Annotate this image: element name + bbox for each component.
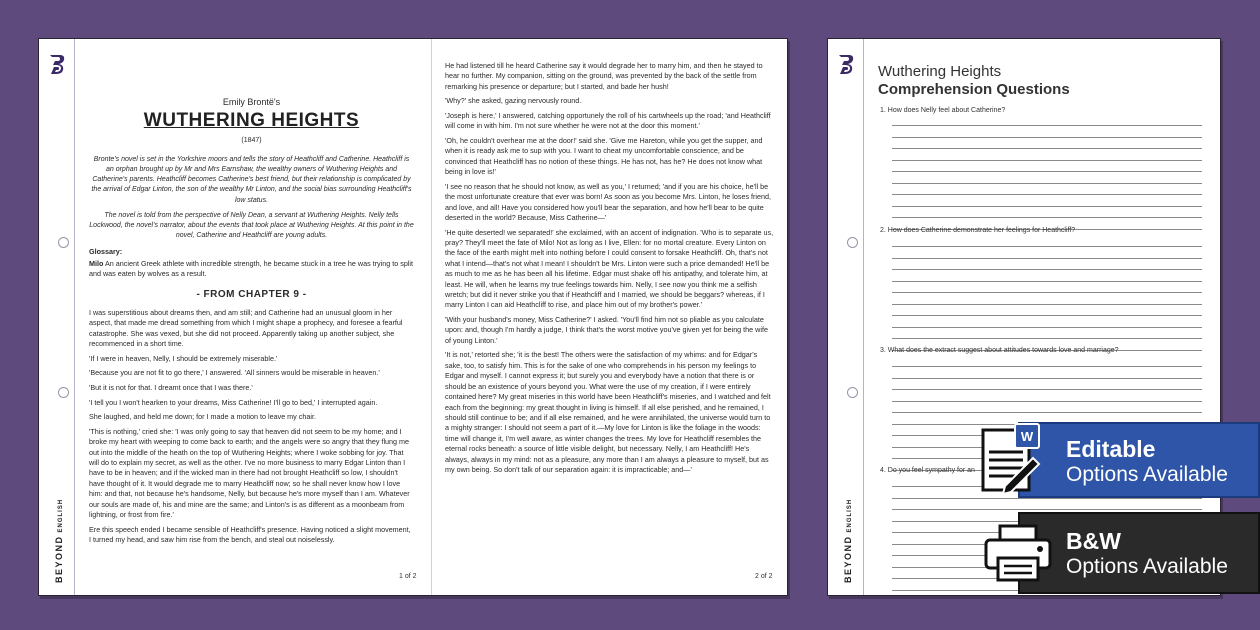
extract-paragraph: 'It is not,' retorted she; 'it is the best! The others were the satisfaction of my whims: and for Edgar's sake, too, to satisfy him. This is for the sake of one who comprehends in his person my feelings to Edgar and myself. I cannot express it; but surely you and everybody have a notion that there is or should be an existence of yours beyond you. What were the use of my creation, if I were entirely contained here? My great miseries in this world have been Heathcliff's miseries, and I watched and felt each from the beginning: my great thought in living is himself. If all else perished, and he remained, I should still continue to be; and if all else remained, and he were annihilated, the universe would turn to a mighty stranger: I should not seem a part of it.—My love for Linton is like the foliage in the woods: time will change it, I'm well aware, as winter changes the trees. My love for Heathcliff resembles the eternal rocks beneath: a source of little visible delight, but necessary. Nelly, I am Heathcliff! He's always, always in my mind: not as a pleasure, any more than I am always a pleasure to myself, but as my own being. So don't talk of our separation again: it is impracticable; and—' xyxy=(445,350,771,474)
glossary-term: Milo xyxy=(89,258,104,268)
extract-paragraph: 'Joseph is here,' I answered, catching opportunely the roll of his cartwheels up the road; 'and Heathcliff will come in with him. I'm not sure whether he were not at the door this moment.' xyxy=(445,111,771,131)
bw-options-banner[interactable] xyxy=(1018,512,1260,594)
printer-icon xyxy=(982,522,1054,584)
question-1: 1. How does Nelly feel about Catherine? xyxy=(880,107,1006,114)
page-two-column xyxy=(445,61,774,480)
word-document-icon xyxy=(975,420,1050,498)
intro-paragraph: Bronte's novel is set in the Yorkshire moors and tells the story of Heathcliff and Catherine. Heathcliff is an orphan brought up by Mr and Mrs Earnshaw, the wealthy owners of Wuthering Heights and Catherine's parents. Heathcliff becomes Catherine's best friend, but their relationship is complicated by the arrival of Edgar Linton, the son of the wealthy Mr Linton, and the social bias surrounding Heathcliff's low status. xyxy=(91,155,412,204)
publication-year: (1847) xyxy=(241,137,262,145)
editable-subheading: Options Available xyxy=(1066,463,1228,486)
extract-paragraph: I was superstitious about dreams then, and am still; and Catherine had an unusual gloom in her aspect, that made me dread something from which I might shape a prophecy, and foresee a fearful catastrophe. She was vexed, but she did not proceed. Apparently taking up another subject, she recommenced in a short time. xyxy=(89,308,403,349)
extract-paragraph: 'He quite deserted! we separated!' she exclaimed, with an accent of indignation. 'Who is to separate us, pray? They'll meet the fate of Milo! Not as long as I live, Ellen: for no mortal creature. Every Linton on the face of the earth might melt into nothing before I could consent to forsake Heathcliff. Oh, that's not what I intend—that's not what I mean! I shouldn't be Mrs. Linton were such a price demanded! He'll be as much to me as he has been all his lifetime. Edgar must shake off his antipathy, and tolerate him, at least. He will, when he learns my true feelings towards him. Nelly, I see now you think me a selfish wretch; but did it never strike you that if Heathcliff and I married, we should be beggars? whereas, if I marry Linton I can aid Heathcliff to rise, and place him out of my brother's power.' xyxy=(445,227,774,310)
question-4: 4. Do you feel sympathy for an xyxy=(880,467,975,474)
bw-heading: B&W xyxy=(1066,528,1121,554)
extract-paragraph: 'With your husband's money, Miss Catherine?' I asked. 'You'll find him not so pliable as you calculate upon: and, though I'm hardly a judge, I think that's the worst motive you've given yet for being the wife of young Linton.' xyxy=(445,315,768,345)
page-one-column xyxy=(89,97,414,550)
extract-paragraph: She laughed, and held me down; for I made a motion to leave my chair. xyxy=(89,412,316,422)
bw-banner-text xyxy=(1066,528,1228,579)
extract-paragraph: 'But it is not for that. I dreamt once that I was there.' xyxy=(89,383,253,393)
question-2: 2. How does Catherine demonstrate her feelings for Heathcliff? xyxy=(880,227,1076,234)
intro-paragraph: The novel is told from the perspective of Nelly Dean, a servant at Wuthering Heights. Nelly tells Lockwood, the novel's narrator, about the events that took place at Wuthering Heights. At this point in the novel, Catherine and Heathcliff are young adults. xyxy=(89,211,414,240)
extract-paragraph: 'I see no reason that he should not know, as well as you,' I returned; 'and if you are his choice, he'll be the most unfortunate creature that ever was born! As soon as you become Mrs. Linton, he loses friend, and love, and all! Have you considered how you'll bear the separation, and how he'll bear to be quite deserted in the world? Because, Miss Catherine—' xyxy=(445,181,772,223)
bw-subheading: Options Available xyxy=(1066,555,1228,578)
answer-lines[interactable] xyxy=(892,125,1202,240)
extract-paragraph: 'Why?' she asked, gazing nervously round. xyxy=(445,96,582,106)
author-line: Emily Brontë's xyxy=(222,97,281,107)
beyond-logo-icon xyxy=(48,53,66,75)
beyond-logo-icon xyxy=(837,53,855,75)
brand-label: BEYONDENGLISH xyxy=(54,498,64,583)
glossary-entry xyxy=(89,259,414,280)
extract-paragraph: Ere this speech ended I became sensible of Heathcliff's presence. Having noticed a slight movement, I turned my head, and saw him rise from the bench, and steal out noiselessly. xyxy=(89,524,411,545)
editable-heading: Editable xyxy=(1066,436,1156,462)
page-divider xyxy=(431,39,432,595)
binder-hole xyxy=(58,237,69,248)
extract-paragraph: He had listened till he heard Catherine say it would degrade her to marry him, and then he stayed to hear no further. My companion, sitting on the ground, was prevented by the back of the settle from remarking his presence or departure; but I started, and bade her hush! xyxy=(445,61,763,91)
extract-paragraph: 'Because you are not fit to go there,' I answered. 'All sinners would be miserable in heaven.' xyxy=(89,368,380,378)
editable-options-banner[interactable] xyxy=(1018,422,1260,498)
binder-hole xyxy=(847,237,858,248)
worksheet-subtitle: Comprehension Questions xyxy=(878,81,1070,98)
glossary-definition: An ancient Greek athlete with incredible strength, he became stuck in a tree he was trying to split and was eaten by wolves as a result. xyxy=(89,258,414,279)
page-number: 2 of 2 xyxy=(755,573,773,580)
binder-hole xyxy=(847,387,858,398)
extract-paragraph: 'This is nothing,' cried she: 'I was only going to say that heaven did not seem to be my home; and I broke my heart with weeping to come back to earth; and the angels were so angry that they flung me out into the middle of the heath on the top of Wuthering Heights; where I woke sobbing for joy. That will do to explain my secret, as well as the other. I've no more business to marry Edgar Linton than I have to be in heaven; and if the wicked man in there had not brought Heathcliff so low, I shouldn't have thought of it. It would degrade me to marry Heathcliff now; so he shall never know how I love him: and that, not because he's handsome, Nelly, but because he's more myself than I am. Whatever our souls are made of, his and mine are the same; and Linton's is as different as a moonbeam from lightning, or frost from fire.' xyxy=(89,426,410,520)
book-title: WUTHERING HEIGHTS xyxy=(143,110,360,132)
binder-hole xyxy=(58,387,69,398)
svg-text:W: W xyxy=(1020,429,1034,444)
binding-strip xyxy=(39,39,75,595)
glossary-heading: Glossary: xyxy=(89,247,123,257)
answer-lines[interactable] xyxy=(892,246,1202,361)
brand-label: BEYONDENGLISH xyxy=(843,498,853,583)
question-3: 3. What does the extract suggest about attitudes towards love and marriage? xyxy=(880,347,1119,354)
binding-strip xyxy=(828,39,864,595)
editable-banner-text xyxy=(1066,436,1228,487)
extract-paragraph: 'If I were in heaven, Nelly, I should be extremely miserable.' xyxy=(89,353,278,363)
extract-worksheet xyxy=(38,38,788,596)
extract-paragraph: 'I tell you I won't hearken to your dreams, Miss Catherine! I'll go to bed,' I interrupted again. xyxy=(89,397,378,407)
worksheet-title: Wuthering Heights xyxy=(878,63,1002,80)
page-number: 1 of 2 xyxy=(399,573,417,580)
extract-paragraph: 'Oh, he couldn't overhear me at the door!' said she. 'Give me Hareton, while you get the supper, and when it is ready ask me to sup with you. I want to cheat my uncomfortable conscience, and be convinced that Heathcliff has no notion of these things. He has not, has he? He does not know what being in love is!' xyxy=(445,136,763,177)
chapter-heading: - FROM CHAPTER 9 - xyxy=(196,288,307,300)
